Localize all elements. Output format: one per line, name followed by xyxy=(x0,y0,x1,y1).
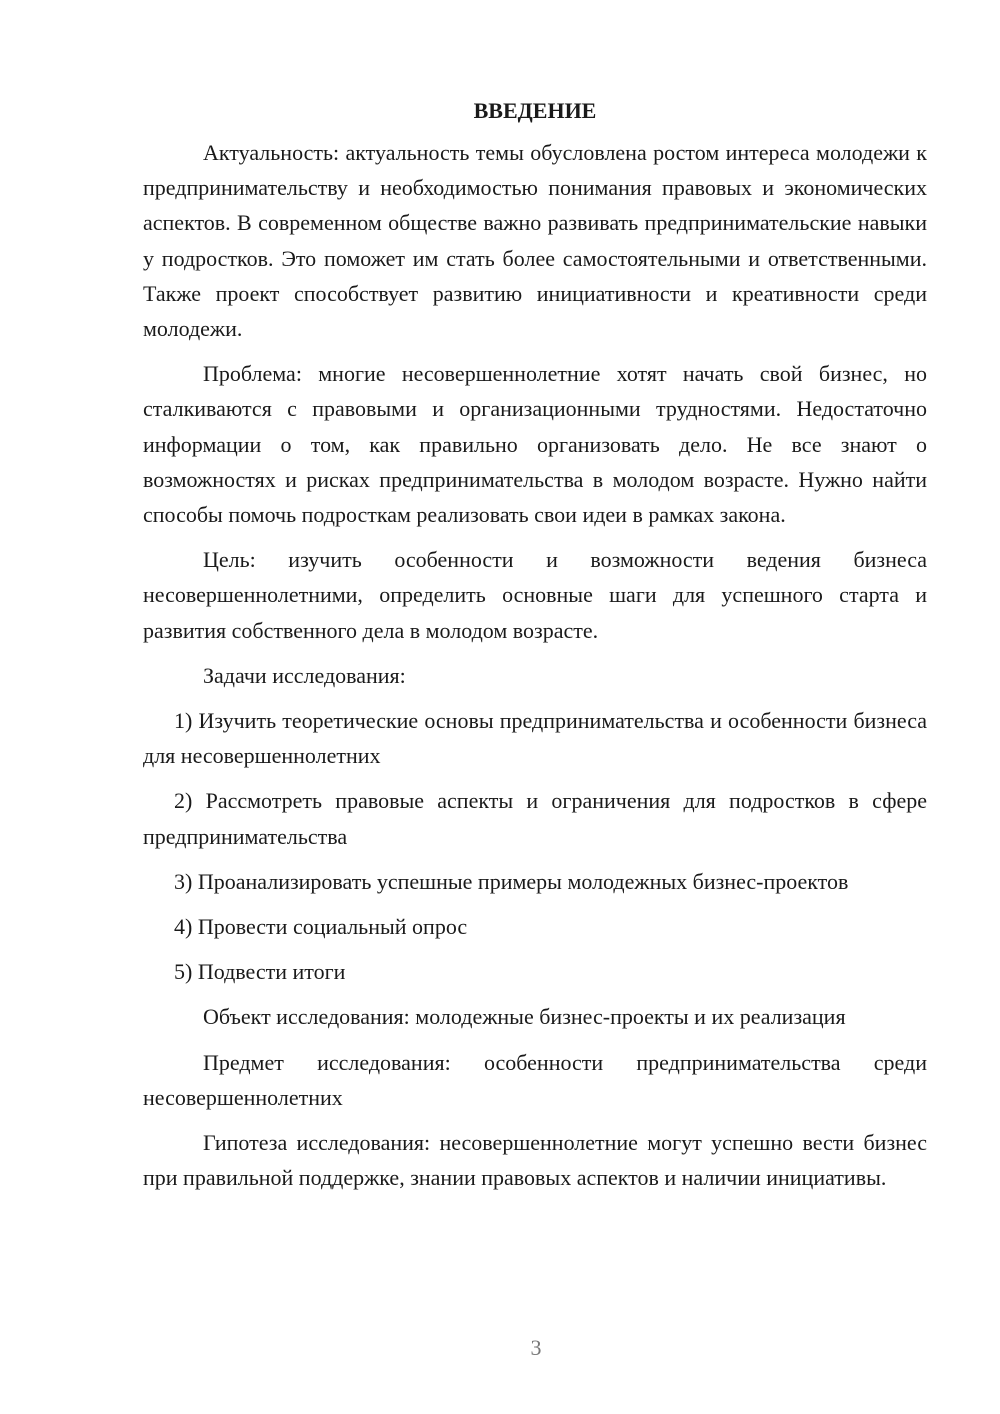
goal-paragraph: Цель: изучить особенности и возможности ведения бизнеса несовершеннолетними, определить основные шаги для успешного старта и развития собственного дела в молодом возрасте. xyxy=(143,547,927,643)
relevance-paragraph: Актуальность: актуальность темы обусловлена ростом интереса молодежи к предпринимательству и необходимостью понимания правовых и экономических аспектов. В современном обществе важно развивать предпринимательские навыки у подростков. Это поможет им стать более самостоятельными и ответственными. Также проект способствует развитию инициативности и креативности среди молодежи. xyxy=(143,140,927,342)
object-paragraph: Объект исследования: молодежные бизнес-проекты и их реализация xyxy=(203,1004,846,1030)
task-item-2: 2) Рассмотреть правовые аспекты и ограничения для подростков в сфере предпринимательства xyxy=(143,788,927,849)
task-item-5: 5) Подвести итоги xyxy=(174,959,346,985)
task-item-4: 4) Провести социальный опрос xyxy=(174,914,468,940)
section-title: ВВЕДЕНИЕ xyxy=(473,98,597,123)
problem-paragraph: Проблема: многие несовершеннолетние хотят начать свой бизнес, но сталкиваются с правовыми и организационными трудностями. Недостаточно информации о том, как правильно организовать дело. Не все знают о возможностях и рисках предпринимательства в молодом возрасте. Нужно найти способы помочь подросткам реализовать свои идеи в рамках закона. xyxy=(143,361,927,528)
task-item-1: 1) Изучить теоретические основы предпринимательства и особенности бизнеса для несовершеннолетних xyxy=(143,708,927,769)
tasks-heading: Задачи исследования: xyxy=(203,662,406,688)
page-number: 3 xyxy=(530,1335,542,1360)
page-content xyxy=(143,97,927,1205)
hypothesis-paragraph: Гипотеза исследования: несовершеннолетние могут успешно вести бизнес при правильной поддержке, знании правовых аспектов и наличии инициативы. xyxy=(143,1130,927,1191)
task-item-3: 3) Проанализировать успешные примеры молодежных бизнес-проектов xyxy=(174,868,849,894)
subject-paragraph: Предмет исследования: особенности предпринимательства среди несовершеннолетних xyxy=(143,1049,927,1110)
